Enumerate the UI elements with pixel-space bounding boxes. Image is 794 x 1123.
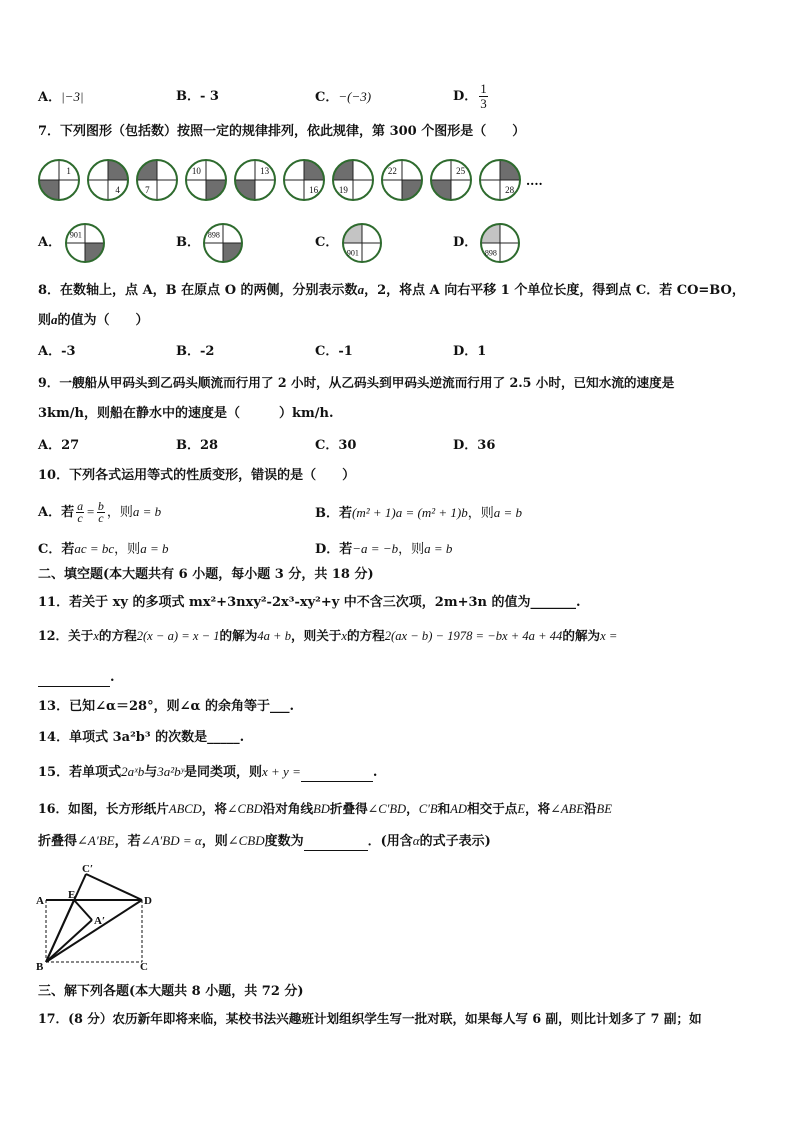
q12-text: 的方程 [346, 628, 385, 643]
section-2-heading: 二、填空题(本大题共有 6 小题，每小题 3 分，共 18 分) [38, 567, 374, 582]
answer-blank[interactable] [38, 670, 110, 687]
quadrant-circle [186, 160, 226, 200]
q8-text: 则 [38, 313, 52, 328]
section-3-heading: 三、解下列各题(本大题共 8 小题，共 72 分) [38, 984, 304, 999]
q10-option-c [38, 541, 168, 558]
quadrant-circle [382, 160, 422, 200]
q9-option-d: D．36 [453, 438, 496, 453]
q6-option-c [315, 89, 371, 106]
q7-stem: 7．下列图形（包括数）按照一定的规律排列，依此规律，第 300 个图形是（ ） [38, 124, 526, 139]
q7-option-label: D． [453, 235, 478, 250]
q8-text: 的值为（ ） [57, 313, 149, 328]
q8-var-a: a [51, 312, 58, 327]
q15 [38, 764, 377, 782]
circle-number: 898 [207, 230, 220, 240]
q12-line2 [38, 670, 115, 687]
q16-text: 折叠得 [329, 801, 368, 816]
quadrant-circle [284, 160, 324, 200]
label-cprime: C′ [82, 863, 94, 875]
q15-text: 15．若单项式 [38, 765, 122, 780]
circle-number: 22 [387, 165, 397, 176]
q16-math: ∠A′BE [77, 833, 115, 848]
label-a: A [36, 895, 44, 907]
equals-sign: = [86, 504, 95, 519]
option-text: ，则 [114, 542, 141, 557]
q12-line1 [38, 628, 617, 644]
q16-text: ，将 [525, 801, 551, 816]
q7-option-figure [477, 220, 523, 266]
fraction-denominator: c [98, 511, 104, 525]
q12-equation-1: 2(x − a) = x − 1 [136, 629, 220, 643]
option-label: A．若 [38, 505, 75, 520]
q17: 17．(8 分）农历新年即将来临，某校书法兴趣班计划组织学生写一批对联，如果每人写 6 副，则比计划多了 7 副；如 [38, 1011, 702, 1026]
option-text: ，则 [106, 505, 133, 520]
q15-monomial-1: 2aˣb [121, 764, 145, 779]
q15-text: 与 [144, 765, 158, 780]
q9-line1: 9．一艘船从甲码头到乙码头顺流而行用了 2 小时，从乙码头到甲码头逆流而行用了 2.5 小时，已知水流的速度是 [38, 375, 675, 390]
q9-option-b: B．28 [176, 438, 219, 453]
q16-math: ∠C′BD [367, 802, 407, 816]
q10-stem: 10．下列各式运用等式的性质变形，错误的是（ ） [38, 468, 356, 483]
q6-option-b [176, 89, 219, 105]
q16-text: 沿对角线 [262, 801, 314, 816]
q6-option-d [453, 82, 490, 111]
quadrant-circle [343, 224, 381, 262]
q8-option-c: C．-1 [315, 344, 353, 359]
circle-number: 16 [309, 185, 319, 196]
q16-math: E [517, 802, 526, 816]
fraction-numerator: 1 [480, 81, 487, 96]
option-label: D．若 [315, 542, 353, 557]
edge-cprime-d [86, 874, 142, 900]
q8-line1 [38, 282, 745, 299]
option-math: a = b [424, 541, 453, 556]
q9-line2: 3km/h，则船在静水中的速度是（ ）km/h. [38, 406, 334, 421]
fraction-b-over-c [97, 501, 105, 524]
q16-geometry-figure [34, 862, 164, 974]
q16-text: 的式子表示) [419, 834, 491, 849]
fraction-denominator: 3 [480, 96, 487, 111]
quadrant-circle [235, 160, 275, 200]
q13: 13．已知∠α＝28°，则∠α 的余角等于___. [38, 699, 295, 714]
fraction-a-over-c [76, 501, 84, 524]
option-text: ，则 [467, 506, 494, 521]
q12-var: x [93, 629, 99, 643]
answer-blank[interactable] [304, 834, 368, 851]
edge-b-aprime [46, 920, 92, 962]
option-math: (m² + 1)a = (m² + 1)b [352, 505, 468, 520]
quadrant-circle [137, 160, 177, 200]
q15-text: 是同类项，则 [184, 765, 263, 780]
q10-option-a [38, 498, 161, 527]
q10-option-b [315, 505, 522, 522]
label-aprime: A′ [94, 915, 106, 927]
q6-option-a [38, 89, 84, 106]
edge-e-aprime [74, 900, 92, 920]
q9-option-c: C．30 [315, 438, 357, 453]
q7-option-label: A． [38, 235, 62, 250]
q15-expression: x + y = [262, 764, 301, 779]
label-c: C [140, 961, 148, 973]
q12-var: x = [600, 629, 618, 643]
quadrant-circle [481, 224, 519, 262]
q7-option-figure [339, 220, 385, 266]
q16-text: 和 [437, 801, 451, 816]
q15-text: . [372, 765, 378, 780]
q16-math: ∠ABE [550, 802, 584, 816]
option-math: - 3 [200, 89, 219, 104]
q16-math: AD [450, 802, 467, 816]
option-math: −a = −b [352, 541, 399, 556]
answer-blank[interactable] [301, 765, 373, 782]
q16-math: BD [313, 802, 330, 816]
q7-option-label: C． [315, 235, 339, 250]
option-math: |−3| [61, 89, 84, 104]
option-math: a = b [132, 504, 162, 519]
label-e: E [68, 889, 76, 901]
q10-option-d [315, 541, 452, 558]
circle-number: 898 [484, 248, 497, 258]
fraction-numerator: b [97, 499, 104, 513]
q9-option-a: A．27 [38, 438, 80, 453]
q8-text: ，2，将点 A 向右平移 1 个单位长度，得到点 C．若 CO=BO， [364, 283, 745, 298]
q12-text: . [110, 670, 115, 685]
quadrant-circle [88, 160, 128, 200]
quadrant-circle [333, 160, 373, 200]
option-math: a = b [493, 505, 523, 520]
q16-text: 16．如图，长方形纸片 [38, 801, 169, 816]
q16-math: ∠CBD [227, 833, 265, 848]
q8-option-a: A．-3 [38, 344, 76, 359]
quadrant-circle [204, 224, 242, 262]
option-math: ac = bc [74, 541, 115, 556]
label-d: D [144, 895, 152, 907]
q7-sequence-figure [38, 156, 558, 206]
circle-number: 901 [69, 230, 82, 240]
q16-line1 [38, 801, 612, 817]
q7-option-figure [200, 220, 246, 266]
q16-text: 度数为 [264, 834, 304, 849]
q7-option-figure [62, 220, 108, 266]
fraction-numerator: a [77, 499, 84, 513]
quadrant-circle [480, 160, 520, 200]
quadrant-circle [66, 224, 104, 262]
q12-text: ，则关于 [291, 628, 342, 643]
label-b: B [36, 961, 44, 973]
q12-var: x [341, 629, 347, 643]
q12-text: 12．关于 [38, 628, 94, 643]
circle-number: 1 [66, 165, 71, 176]
q8-line2 [38, 312, 149, 329]
q16-math: ABCD [168, 802, 202, 816]
option-label: B．若 [315, 506, 352, 521]
q16-text: 相交于点 [467, 801, 518, 816]
q16-math: C′B [418, 802, 438, 816]
q16-math: α [412, 833, 420, 848]
fraction [479, 82, 488, 111]
q12-equation-2: 2(ax − b) − 1978 = −bx + 4a + 44 [384, 629, 563, 643]
q16-math: ∠A′BD = α [140, 833, 202, 848]
fraction-denominator: c [77, 511, 83, 525]
q16-text: ，则 [201, 834, 228, 849]
q7-option-label: B． [176, 235, 200, 250]
sequence-ellipsis: .... [526, 174, 543, 188]
option-label: D． [453, 89, 478, 104]
q12-solution: 4a + b [257, 629, 291, 643]
circle-number: 25 [456, 165, 466, 176]
circle-number: 10 [191, 165, 201, 176]
q16-text: 折叠得 [38, 834, 78, 849]
option-label: C．若 [38, 542, 75, 557]
circle-number: 28 [505, 185, 515, 196]
circle-number: 4 [115, 185, 120, 196]
q16-text: ，将 [201, 801, 227, 816]
circle-number: 7 [145, 185, 150, 196]
q15-monomial-2: 3a²bʸ [157, 764, 184, 779]
q16-text: ．(用含 [367, 834, 413, 849]
option-label: B． [176, 89, 200, 104]
q8-var-a: a [357, 282, 365, 297]
quadrant-circle [431, 160, 471, 200]
q16-text: ， [406, 801, 419, 816]
option-text: ，则 [398, 542, 425, 557]
option-label: C． [315, 90, 339, 105]
quadrant-circle [39, 160, 79, 200]
q12-text: 的解为 [562, 628, 601, 643]
q14: 14．单项式 3a²b³ 的次数是_____. [38, 730, 245, 745]
q12-text: 的解为 [219, 628, 258, 643]
q12-text: 的方程 [98, 628, 137, 643]
q8-option-b: B．-2 [176, 344, 215, 359]
q8-text: 8．在数轴上，点 A，B 在原点 O 的两侧，分别表示数 [38, 283, 358, 298]
q16-math: ∠CBD [226, 802, 263, 816]
q8-option-d: D．1 [453, 344, 487, 359]
q16-line2 [38, 833, 491, 851]
circle-number: 13 [260, 165, 270, 176]
option-label: A． [38, 90, 62, 105]
q16-text: ，若 [114, 834, 141, 849]
q11: 11．若关于 xy 的多项式 mx²+3nxy²-2x³-xy²+y 中不含三次项，2m+3n 的值为_______. [38, 595, 581, 610]
option-math: −(−3) [338, 89, 372, 104]
circle-number: 901 [346, 248, 359, 258]
q16-math: BE [596, 802, 612, 816]
q16-text: 沿 [583, 801, 597, 816]
circle-number: 19 [338, 185, 348, 196]
option-math: a = b [140, 541, 169, 556]
